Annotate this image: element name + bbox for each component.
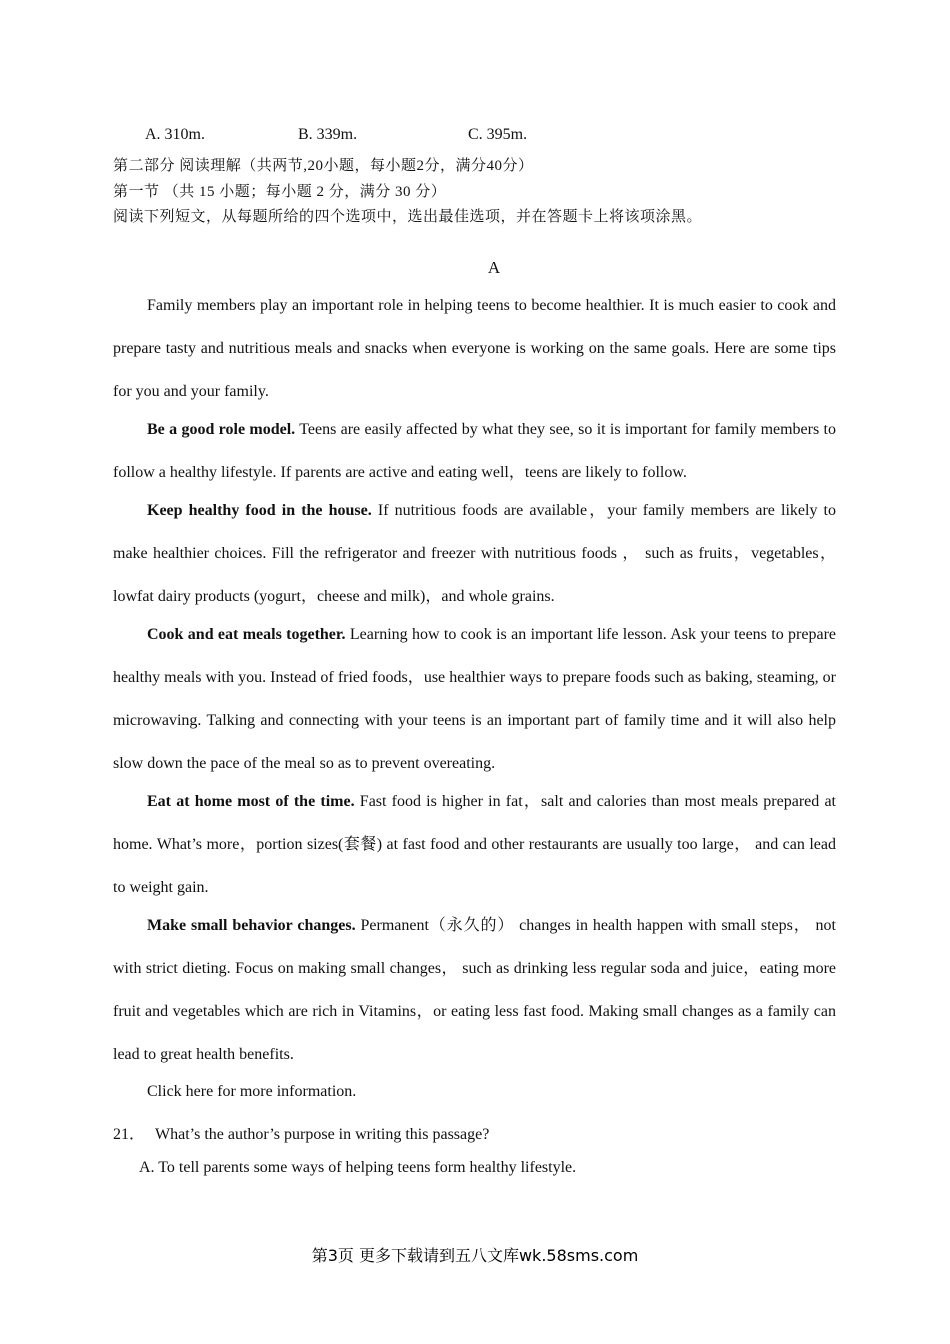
tip-title: Be a good role model. (147, 421, 296, 438)
instruction-text: 阅读下列短文，从每题所给的四个选项中，选出最佳选项，并在答题卡上将该项涂黑。 (113, 209, 703, 225)
question-21-option-a: A. To tell parents some ways of helping teens form healthy lifestyle. (139, 1159, 577, 1176)
passage-intro-text: Family members play an important role in helping teens to become healthier. It is much easier to cook and prepare tasty and nutritious meals and snacks when everyone is working on the same goals. Here are some tips for you and your family. (113, 297, 836, 400)
tip-body: Permanent（永久的） changes in health happen with small steps， not with strict dieting. Focus on making small changes， such as drinking less regular soda and juice，eating more fruit and vegetables which are rich in Vitamins，or eating less fast food. Making small changes as a family can lead to great health benefits. (113, 917, 836, 1063)
option-a-prev: A. 310m. (145, 126, 205, 143)
tip-body: Fast food is higher in fat，salt and calories than most meals prepared at home. What’s more，portion sizes(套餐) at fast food and other restaurants are usually too large， and can lead to weight gain. (113, 793, 836, 896)
tip-title: Cook and eat meals together. (147, 626, 346, 643)
page-footer: 第3页 更多下载请到五八文库wk.58sms.com (311, 1246, 639, 1265)
section-heading: 第一节 （共 15 小题；每小题 2 分，满分 30 分） (113, 184, 447, 200)
question-number: 21． (113, 1126, 146, 1143)
tip-paragraph (113, 904, 836, 1076)
tip-paragraph (113, 780, 836, 909)
tip-body: Learning how to cook is an important life lesson. Ask your teens to prepare healthy meals with you. Instead of fried foods，use healthier ways to prepare foods such as baking, steaming, or microwaving. Talking and connecting with your teens is an important part of family time and it will also help slow down the pace of the meal so as to prevent overeating. (113, 626, 836, 772)
option-c-prev: C. 395m. (468, 126, 528, 143)
question-text: What’s the author’s purpose in writing this passage? (155, 1126, 490, 1143)
tip-paragraph (113, 489, 836, 618)
tip-paragraph (113, 613, 836, 785)
passage-intro (113, 284, 836, 413)
tip-body: Teens are easily affected by what they see, so it is important for family members to follow a healthy lifestyle. If parents are active and eating well，teens are likely to follow. (113, 421, 836, 481)
tip-body: If nutritious foods are available，your family members are likely to make healthier choices. Fill the refrigerator and freezer with nutritious foods ， such as fruits，vegetables，lowfat dairy products (yogurt，cheese and milk)，and whole grains. (113, 502, 836, 605)
part-heading: 第二部分 阅读理解（共两节,20小题，每小题2分，满分40分） (113, 158, 534, 174)
question-21 (113, 1121, 489, 1144)
tip-title: Keep healthy food in the house. (147, 502, 372, 519)
tip-paragraph (113, 408, 836, 494)
tip-title: Eat at home most of the time. (147, 793, 355, 810)
more-info-link: Click here for more information. (147, 1083, 357, 1100)
tip-title: Make small behavior changes. (147, 917, 356, 934)
passage-label: A (487, 258, 501, 277)
option-b-prev: B. 339m. (298, 126, 358, 143)
